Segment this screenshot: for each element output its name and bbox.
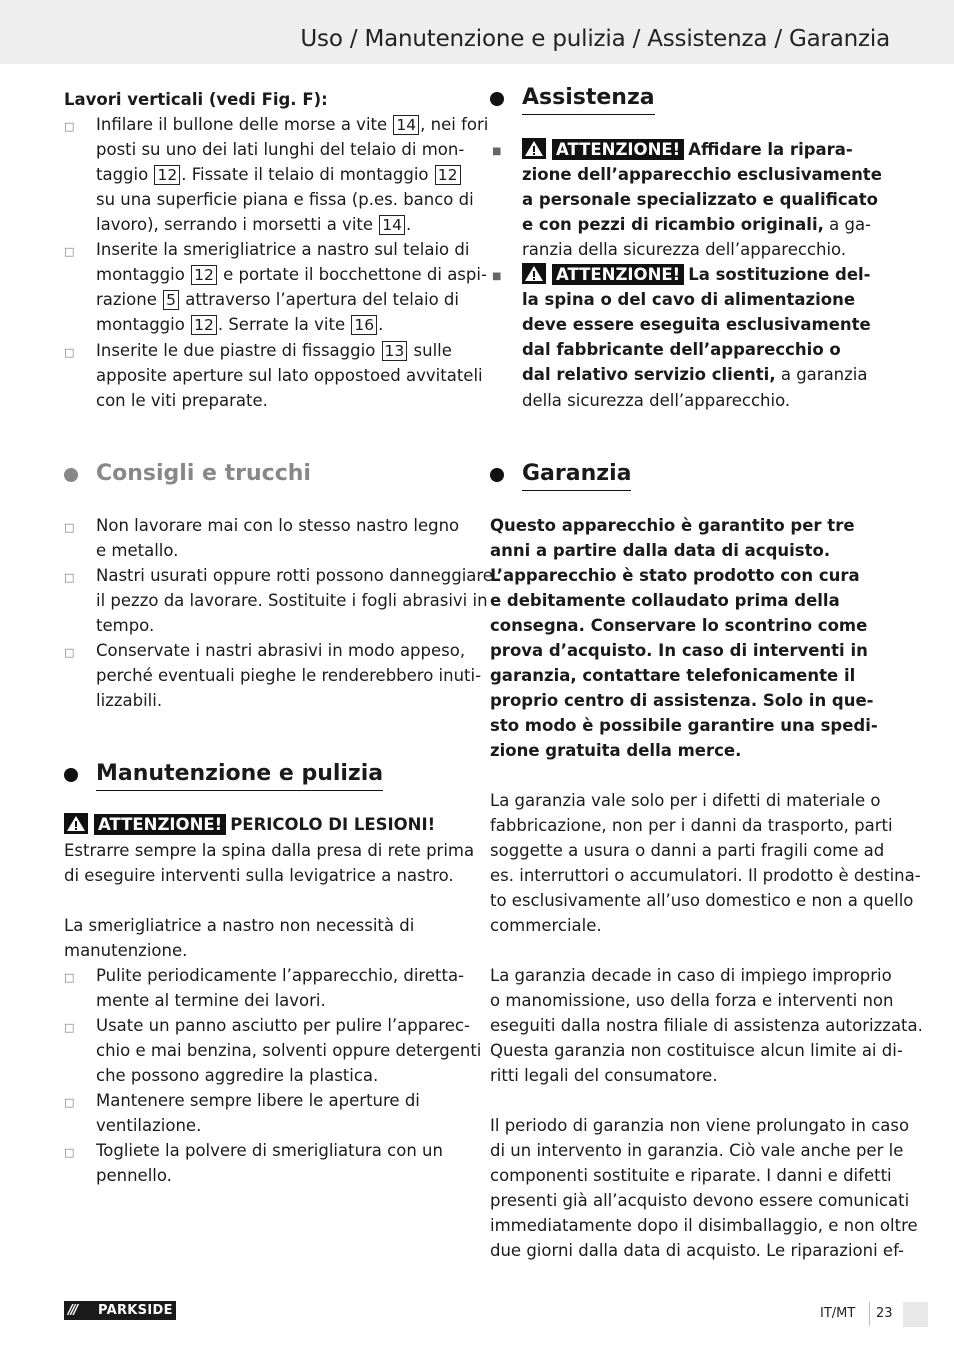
section-heading-maintenance: Manutenzione e pulizia bbox=[64, 760, 464, 794]
checkbox-bullet-icon: □ bbox=[64, 245, 75, 258]
paragraph-line: immediatamente dopo il disimballaggio, e non oltre bbox=[490, 1216, 918, 1235]
list-line: montaggio 12 . Serrate la vite 16 . bbox=[96, 315, 384, 334]
list-line: zione dell’apparecchio esclusivamente bbox=[522, 165, 882, 184]
header-bar bbox=[0, 0, 954, 64]
section-heading-assistance: Assistenza bbox=[490, 84, 890, 118]
checkbox-bullet-icon: □ bbox=[64, 971, 75, 984]
paragraph-line: e debitamente collaudato prima della bbox=[490, 591, 840, 610]
section-subtitle: Lavori verticali (vedi Fig. F): bbox=[64, 90, 328, 109]
paragraph-line: Estrarre sempre la spina dalla presa di rete prima bbox=[64, 841, 475, 860]
list-line: a personale specializzato e qualificato bbox=[522, 190, 878, 209]
attention-label: ATTENZIONE! bbox=[94, 814, 226, 835]
list-line: perché eventuali pieghe le renderebbero inuti- bbox=[96, 666, 482, 685]
paragraph-line: fabbricazione, non per i danni da trasporto, parti bbox=[490, 816, 893, 835]
bullet-dot-icon bbox=[490, 92, 504, 106]
attention-label: ATTENZIONE! bbox=[552, 139, 684, 160]
paragraph-line: di un intervento in garanzia. Ciò vale anche per le bbox=[490, 1141, 904, 1160]
checkbox-bullet-icon: □ bbox=[64, 646, 75, 659]
list-line: Mantenere sempre libere le aperture di bbox=[96, 1091, 420, 1110]
list-line: taggio 12 . Fissate il telaio di montaggio 12 bbox=[96, 162, 462, 187]
list-line: il pezzo da lavorare. Sostituite i fogli abrasivi in bbox=[96, 591, 488, 610]
paragraph-line: L’apparecchio è stato prodotto con cura bbox=[490, 566, 860, 585]
list-line: deve essere eseguita esclusivamente bbox=[522, 315, 871, 334]
list-line: Inserite la smerigliatrice a nastro sul telaio di bbox=[96, 240, 470, 259]
warning-triangle-icon bbox=[522, 138, 546, 159]
paragraph-line: La smerigliatrice a nastro non necessità di bbox=[64, 916, 415, 935]
list-line: che possono aggredire la plastica. bbox=[96, 1066, 379, 1085]
list-line: la spina o del cavo di alimentazione bbox=[522, 290, 856, 309]
list-line: ventilazione. bbox=[96, 1116, 202, 1135]
checkbox-bullet-icon: □ bbox=[64, 346, 75, 359]
warning-triangle-icon bbox=[64, 813, 88, 834]
list-line: con le viti preparate. bbox=[96, 391, 268, 410]
checkbox-bullet-icon: □ bbox=[64, 1096, 75, 1109]
attention-label: ATTENZIONE! bbox=[552, 264, 684, 285]
footer-tab bbox=[903, 1302, 928, 1327]
paragraph-line: proprio centro di assistenza. Solo in que- bbox=[490, 691, 874, 710]
paragraph-line: zione gratuita della merce. bbox=[490, 741, 742, 760]
list-line: e con pezzi di ricambio originali, a ga- bbox=[522, 215, 872, 234]
list-line: pennello. bbox=[96, 1166, 172, 1185]
paragraph-line: prova d’acquisto. In caso di interventi in bbox=[490, 641, 868, 660]
paragraph-line: di eseguire interventi sulla levigatrice a nastro. bbox=[64, 866, 454, 885]
checkbox-bullet-icon: □ bbox=[64, 571, 75, 584]
footer-divider bbox=[869, 1302, 870, 1326]
paragraph-line: Questo apparecchio è garantito per tre bbox=[490, 516, 855, 535]
paragraph-line: Il periodo di garanzia non viene prolungato in caso bbox=[490, 1116, 910, 1135]
paragraph-line: Questa garanzia non costituisce alcun limite ai di- bbox=[490, 1041, 903, 1060]
paragraph-line: soggette a usura o danni a parti fragili come ad bbox=[490, 841, 885, 860]
page-title: Uso / Manutenzione e pulizia / Assistenza / Garanzia bbox=[300, 26, 890, 52]
checkbox-bullet-icon: □ bbox=[64, 521, 75, 534]
warning-line: ATTENZIONE! PERICOLO DI LESIONI! bbox=[64, 812, 435, 837]
list-line: Togliete la polvere di smerigliatura con un bbox=[96, 1141, 443, 1160]
list-line: Infilare il bullone delle morse a vite 14 , nei fori bbox=[96, 115, 489, 134]
list-line: Nastri usurati oppure rotti possono danneggiare bbox=[96, 566, 493, 585]
paragraph-line: o manomissione, uso della forza e interventi non bbox=[490, 991, 894, 1010]
paragraph-line: ritti legali del consumatore. bbox=[490, 1066, 718, 1085]
list-line: apposite aperture sul lato oppostoed avvitateli bbox=[96, 366, 483, 385]
list-line: Conservate i nastri abrasivi in modo appeso, bbox=[96, 641, 466, 660]
checkbox-bullet-icon: □ bbox=[64, 1146, 75, 1159]
section-heading-tips: Consigli e trucchi bbox=[64, 460, 464, 492]
checkbox-bullet-icon: □ bbox=[64, 1021, 75, 1034]
brand-logo: /// PARKSIDE bbox=[64, 1301, 176, 1320]
list-line: razione 5 attraverso l’apertura del telaio di bbox=[96, 290, 459, 309]
section-heading-guarantee: Garanzia bbox=[490, 460, 890, 494]
paragraph-line: sto modo è possibile garantire una spedi- bbox=[490, 716, 878, 735]
list-line: lavoro), serrando i morsetti a vite 14 . bbox=[96, 215, 412, 234]
square-bullet-icon: ■ bbox=[492, 146, 502, 157]
list-line: tempo. bbox=[96, 616, 155, 635]
list-line: Pulite periodicamente l’apparecchio, diretta- bbox=[96, 966, 465, 985]
paragraph-line: commerciale. bbox=[490, 916, 602, 935]
list-line: Inserite le due piastre di fissaggio 13 sulle bbox=[96, 341, 452, 360]
list-line: ranzia della sicurezza dell’apparecchio. bbox=[522, 240, 847, 259]
list-line: chio e mai benzina, solventi oppure detergenti bbox=[96, 1041, 482, 1060]
paragraph-line: presenti già all’acquisto devono essere comunicati bbox=[490, 1191, 910, 1210]
paragraph-line: componenti sostituite e riparate. I danni e difetti bbox=[490, 1166, 892, 1185]
warning-triangle-icon bbox=[522, 263, 546, 284]
bullet-dot-icon bbox=[490, 468, 504, 482]
paragraph-line: anni a partire dalla data di acquisto. bbox=[490, 541, 831, 560]
bullet-dot-icon bbox=[64, 768, 78, 782]
bullet-dot-icon bbox=[64, 468, 78, 482]
list-line: della sicurezza dell’apparecchio. bbox=[522, 391, 791, 410]
list-line: Non lavorare mai con lo stesso nastro legno bbox=[96, 516, 460, 535]
paragraph-line: garanzia, contattare telefonicamente il bbox=[490, 666, 856, 685]
paragraph-line: manutenzione. bbox=[64, 941, 188, 960]
square-bullet-icon: ■ bbox=[492, 271, 502, 282]
list-line: dal fabbricante dell’apparecchio o bbox=[522, 340, 841, 359]
list-line: mente al termine dei lavori. bbox=[96, 991, 326, 1010]
list-line: posti su uno dei lati lunghi del telaio di mon- bbox=[96, 140, 465, 159]
paragraph-line: es. interruttori o accumulatori. Il prodotto è destina- bbox=[490, 866, 921, 885]
paragraph-line: due giorni dalla data di acquisto. Le riparazioni ef- bbox=[490, 1241, 904, 1260]
paragraph-line: to esclusivamente all’uso domestico e non a quello bbox=[490, 891, 914, 910]
list-line: Usate un panno asciutto per pulire l’apparec- bbox=[96, 1016, 470, 1035]
paragraph-line: La garanzia vale solo per i difetti di materiale o bbox=[490, 791, 881, 810]
page-number: 23 bbox=[876, 1306, 893, 1321]
list-line: e metallo. bbox=[96, 541, 179, 560]
checkbox-bullet-icon: □ bbox=[64, 120, 75, 133]
list-line: montaggio 12 e portate il bocchettone di aspi- bbox=[96, 265, 487, 284]
warning-line: ATTENZIONE! La sostituzione del- bbox=[522, 262, 871, 287]
warning-line: ATTENZIONE! Affidare la ripara- bbox=[522, 137, 853, 162]
list-line: su una superficie piana e fissa (p.es. banco di bbox=[96, 190, 474, 209]
paragraph-line: La garanzia decade in caso di impiego improprio bbox=[490, 966, 892, 985]
paragraph-line: consegna. Conservare lo scontrino come bbox=[490, 616, 868, 635]
list-line: lizzabili. bbox=[96, 691, 163, 710]
paragraph-line: eseguiti dalla nostra filiale di assistenza autorizzata. bbox=[490, 1016, 923, 1035]
list-line: dal relativo servizio clienti, a garanzia bbox=[522, 365, 868, 384]
language-code: IT/MT bbox=[820, 1306, 856, 1321]
